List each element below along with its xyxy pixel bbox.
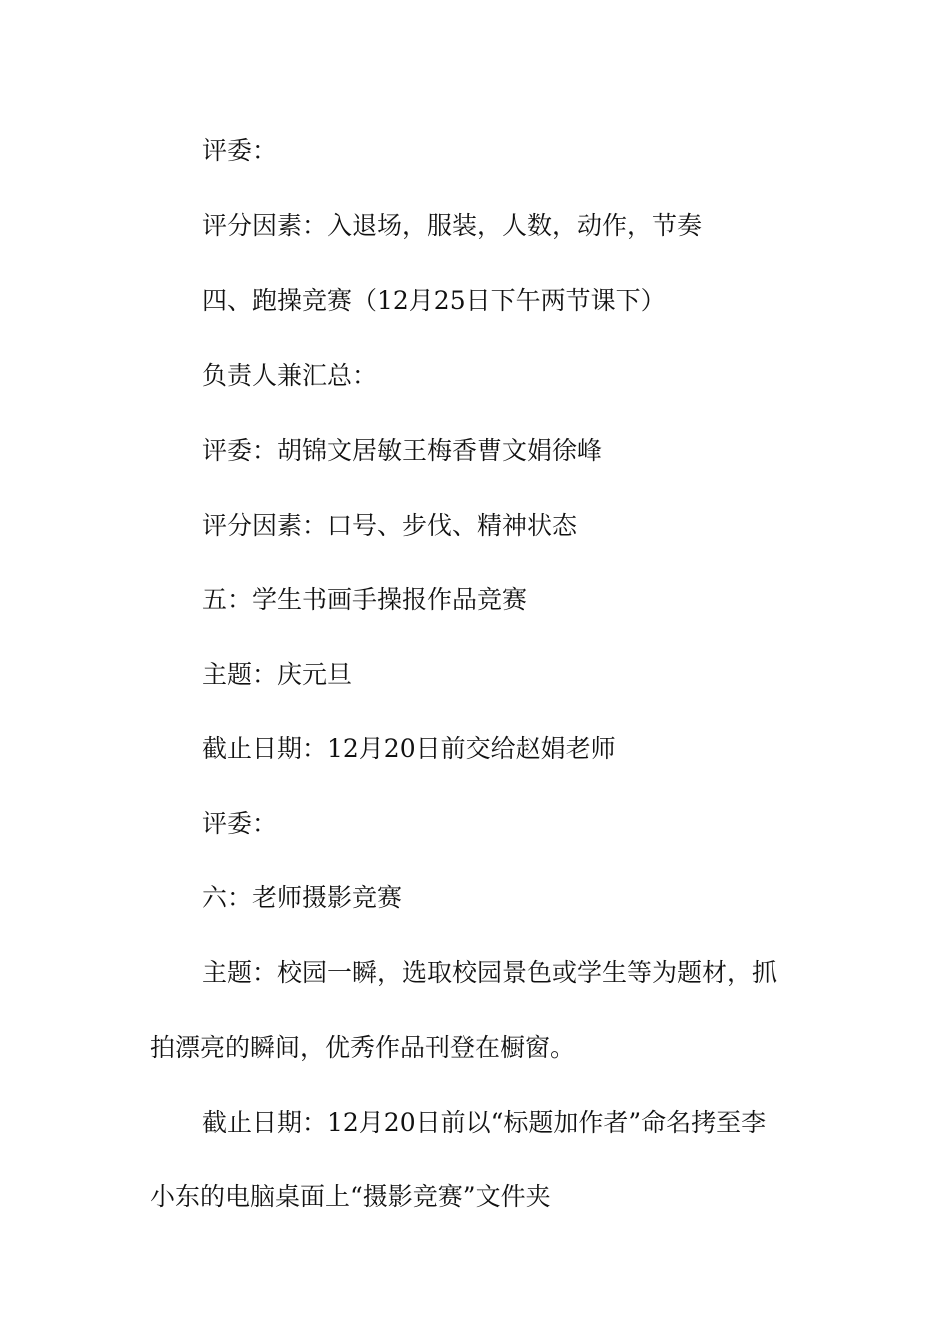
deadline-continuation-line: 小东的电脑桌面上“摄影竞赛”文件夹	[150, 1182, 551, 1211]
section-heading-running-drill: 四、跑操竞赛（12月25日下午两节课下）	[202, 286, 666, 315]
deadline-line: 截止日期：12月20日前以“标题加作者”命名拷至李	[202, 1108, 767, 1137]
section-heading-art-contest: 五：学生书画手操报作品竞赛	[202, 585, 528, 614]
deadline-line: 截止日期：12月20日前交给赵娟老师	[202, 734, 616, 763]
theme-continuation-line: 拍漂亮的瞬间，优秀作品刊登在橱窗。	[150, 1033, 576, 1062]
judges-line: 评委：	[202, 136, 278, 165]
scoring-factors-line: 评分因素：口号、步伐、精神状态	[202, 511, 578, 540]
person-in-charge-line: 负责人兼汇总：	[202, 361, 378, 390]
section-heading-photo-contest: 六：老师摄影竞赛	[202, 883, 403, 912]
theme-line: 主题：庆元旦	[202, 660, 353, 689]
judges-line: 评委：	[202, 809, 278, 838]
scoring-factors-line: 评分因素：入退场，服装，人数，动作，节奏	[202, 211, 703, 240]
theme-line: 主题：校园一瞬，选取校园景色或学生等为题材，抓	[202, 958, 778, 987]
judges-names-line: 评委：胡锦文居敏王梅香曹文娟徐峰	[202, 436, 603, 465]
